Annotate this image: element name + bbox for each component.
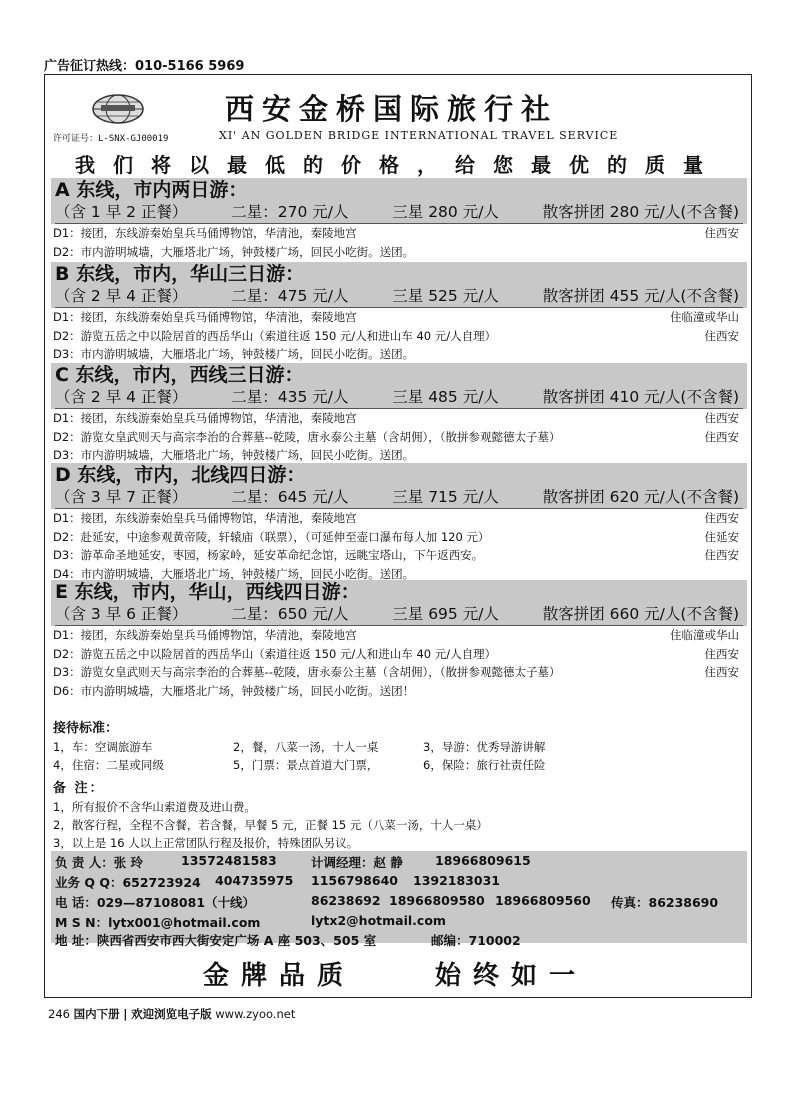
standard-item: 4，住宿：二星或同级 <box>53 758 164 772</box>
route-header <box>51 363 747 409</box>
itinerary-day: D2：游览五岳之中以险居首的西岳华山（索道往返 150 元/人和进山车 40 元/人自理） 住西安 <box>53 328 739 343</box>
itinerary-day: D3：游览女皇武则天与高宗李治的合葬墓--乾陵，唐永泰公主墓（含胡佣），（散拼参观懿德太子墓） 住西安 <box>53 665 739 679</box>
route-e <box>51 580 747 700</box>
manager: 负 责 人：张 玲 <box>55 855 144 870</box>
route-c <box>51 363 747 465</box>
route-price <box>55 286 743 308</box>
notes-label: 备 注： <box>53 781 105 796</box>
route-header <box>51 463 747 509</box>
itinerary-day: D1：接团，东线游秦始皇兵马俑博物馆，华清池，秦陵地宫 住西安 <box>53 511 739 525</box>
itinerary-day: D2：市内游明城墙，大雁塔北广场，钟鼓楼广场，回民小吃街。送团。 <box>53 244 415 259</box>
price-group: 散客拼团 660 元/人(不含餐) <box>542 605 739 623</box>
standards-row <box>53 757 545 773</box>
qq-2: 404735975 <box>215 873 294 888</box>
route-title: A 东线，市内两日游： <box>55 179 248 201</box>
standard-item: 3，导游：优秀导游讲解 <box>423 740 546 754</box>
page-footer <box>48 1006 295 1022</box>
meal-info: （含 3 早 6 正餐） <box>55 605 188 623</box>
route-b <box>51 262 747 364</box>
page-number: 246 <box>48 1007 70 1021</box>
msn-2: lytx2@hotmail.com <box>311 913 446 928</box>
company-name-en: XI' AN GOLDEN BRIDGE INTERNATIONAL TRAVEL SERVICE <box>219 129 619 142</box>
meal-info: （含 1 早 2 正餐） <box>55 203 188 221</box>
itinerary-day: D3：市内游明城墙，大雁塔北广场，钟鼓楼广场，回民小吃街。送团。 <box>53 347 415 361</box>
price-2star: 二星：475 元/人 <box>231 287 349 305</box>
itinerary-day: D1：接团，东线游秦始皇兵马俑博物馆，华清池，秦陵地宫 住西安 <box>53 226 739 240</box>
qq-1: 业务 Q Q：652723924 <box>55 875 201 890</box>
price-3star: 三星 695 元/人 <box>392 605 499 623</box>
meal-info: （含 3 早 7 正餐） <box>55 488 188 506</box>
license-number: 许可证号：L-SNX-GJ00019 <box>53 134 169 144</box>
route-d <box>51 463 747 583</box>
note-item: 2，散客行程，全程不含餐，若含餐，早餐 5 元，正餐 15 元（八菜一汤，十人一桌） <box>53 818 488 832</box>
standards-label: 接待标准： <box>53 721 119 736</box>
standards-row <box>53 739 545 755</box>
tel-2: 86238692 <box>311 893 381 908</box>
company-name-cn: 西安金桥国际旅行社 <box>225 92 559 126</box>
note-item: 1，所有报价不含华山索道费及进山费。 <box>53 800 256 814</box>
slogan: 我们将以最低的价格，给您最优的质量 <box>75 153 721 177</box>
contact-panel <box>51 851 747 948</box>
fax: 传真：86238690 <box>611 895 719 910</box>
tel-4: 18966809560 <box>495 893 591 908</box>
qq-3: 1156798640 <box>311 873 398 888</box>
route-a <box>51 178 747 261</box>
itinerary-day: D3：市内游明城墙，大雁塔北广场，钟鼓楼广场，回民小吃街。送团。 <box>53 448 415 462</box>
ad-frame <box>44 74 752 998</box>
itinerary-day: D4：市内游明城墙，大雁塔北广场，钟鼓楼广场，回民小吃街。送团。 <box>53 566 415 581</box>
itinerary-day: D2：游览五岳之中以险居首的西岳华山（索道往返 150 元/人和进山车 40 元/人自理） 住西安 <box>53 646 739 661</box>
price-2star: 二星：435 元/人 <box>231 388 349 406</box>
route-header <box>51 580 747 626</box>
route-header <box>51 178 747 224</box>
footer-url[interactable]: www.zyoo.net <box>215 1007 296 1021</box>
company-header <box>45 75 751 145</box>
footer-section: 国内下册 <box>73 1007 120 1021</box>
route-header <box>51 262 747 308</box>
price-group: 散客拼团 620 元/人(不含餐) <box>542 488 739 506</box>
route-title: C 东线，市内，西线三日游： <box>55 364 304 386</box>
standard-item: 6，保险：旅行社责任险 <box>423 758 546 772</box>
globe-logo-icon <box>91 93 145 125</box>
meal-info: （含 2 早 4 正餐） <box>55 388 188 406</box>
price-group: 散客拼团 410 元/人(不含餐) <box>542 388 739 406</box>
standard-item: 5，门票：景点首道大门票， <box>233 758 379 772</box>
footer-text: 欢迎浏览电子版 <box>131 1007 212 1021</box>
price-3star: 三星 525 元/人 <box>392 287 499 305</box>
route-price <box>55 387 743 409</box>
zipcode: 邮编：710002 <box>431 933 521 948</box>
price-2star: 二星：650 元/人 <box>231 605 349 623</box>
itinerary-day: D1：接团，东线游秦始皇兵马俑博物馆，华清池，秦陵地宫 住西安 <box>53 411 739 425</box>
address: 地 址：陕西省西安市西大街安定广场 A 座 503、505 室 <box>55 933 377 948</box>
route-title: B 东线，市内，华山三日游： <box>55 263 305 285</box>
standard-item: 1，车：空调旅游车 <box>53 740 153 754</box>
route-price <box>55 604 743 626</box>
planner: 计调经理：赵 静 <box>311 855 403 870</box>
itinerary-day: D2：赴延安，中途参观黄帝陵，轩辕庙（联票），（可延伸至壶口瀑布每人加 120 元） 住延安 <box>53 529 739 544</box>
footer-separator: | <box>123 1007 128 1021</box>
itinerary-day: D1：接团，东线游秦始皇兵马俑博物馆，华清池，秦陵地宫 住临潼或华山 <box>53 628 739 642</box>
price-2star: 二星：645 元/人 <box>231 488 349 506</box>
msn-1: M S N：lytx001@hotmail.com <box>55 915 261 930</box>
price-group: 散客拼团 280 元/人(不含餐) <box>542 203 739 221</box>
qq-4: 1392183031 <box>413 873 500 888</box>
price-group: 散客拼团 455 元/人(不含餐) <box>542 287 739 305</box>
tel-1: 电 话：029—87108081（十线） <box>55 895 256 910</box>
standard-item: 2，餐，八菜一汤，十人一桌 <box>233 740 379 754</box>
motto-right: 始终如一 <box>435 961 588 991</box>
price-2star: 二星：270 元/人 <box>231 203 349 221</box>
route-price <box>55 487 743 509</box>
price-3star: 三星 715 元/人 <box>392 488 499 506</box>
planner-phone: 18966809615 <box>435 853 531 868</box>
itinerary-day: D3：游革命圣地延安，枣园，杨家岭，延安革命纪念馆，远眺宝塔山，下午返西安。 住西安 <box>53 548 739 562</box>
itinerary-day: D1：接团，东线游秦始皇兵马俑博物馆，华清池，秦陵地宫 住临潼或华山 <box>53 310 739 324</box>
price-3star: 三星 485 元/人 <box>392 388 499 406</box>
tel-3: 18966809580 <box>389 893 485 908</box>
manager-phone: 13572481583 <box>181 853 277 868</box>
route-title: D 东线，市内，北线四日游： <box>55 464 306 486</box>
price-3star: 三星 280 元/人 <box>392 203 499 221</box>
itinerary-day: D6：市内游明城墙，大雁塔北广场，钟鼓楼广场，回民小吃街。送团！ <box>53 683 415 698</box>
route-price <box>55 202 743 224</box>
note-item: 3，以上是 16 人以上正常团队行程及报价，特殊团队另议。 <box>53 836 359 850</box>
ad-hotline: 广告征订热线：010-5166 5969 <box>44 59 245 74</box>
motto-left: 金牌品质 <box>203 961 356 991</box>
meal-info: （含 2 早 4 正餐） <box>55 287 188 305</box>
route-title: E 东线，市内，华山，西线四日游： <box>55 581 360 603</box>
itinerary-day: D2：游览女皇武则天与高宗李治的合葬墓--乾陵，唐永泰公主墓（含胡佣），（散拼参观懿德太子墓） 住西安 <box>53 429 739 444</box>
